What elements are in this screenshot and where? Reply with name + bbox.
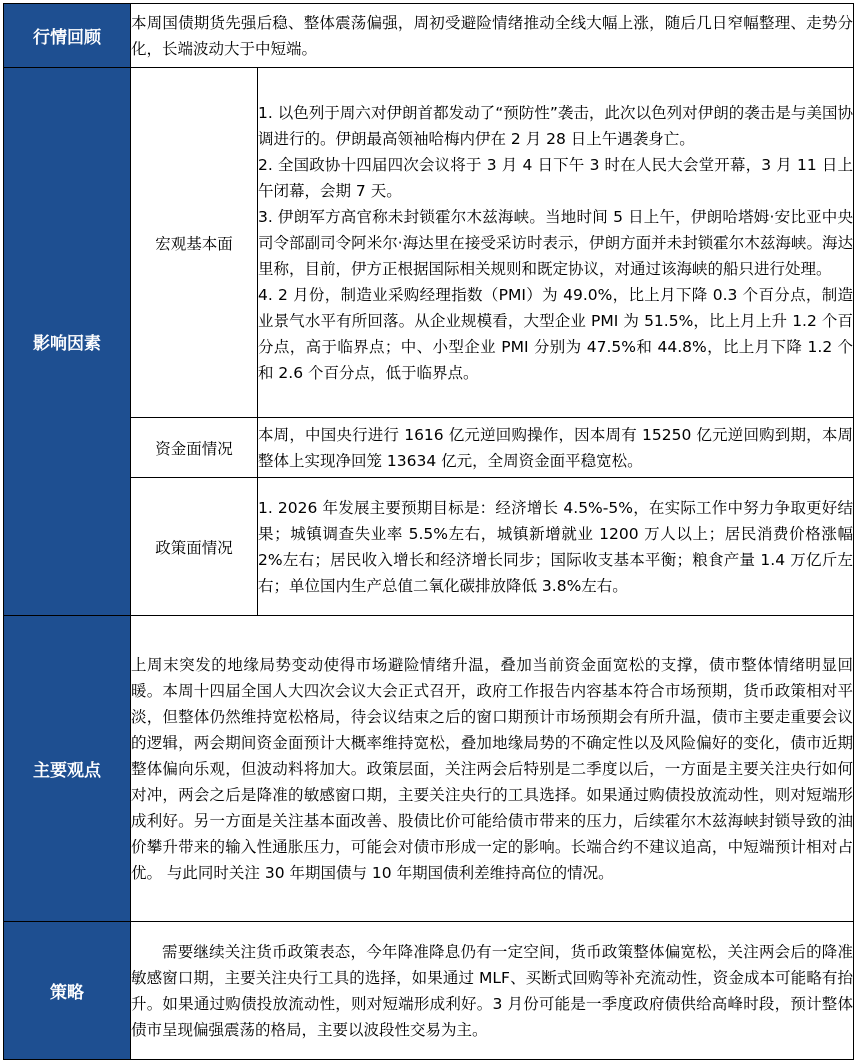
policy-row — [4, 478, 854, 616]
liquidity-row — [4, 418, 854, 478]
macro-item-2: 2. 全国政协十四届四次会议将于 3 月 4 日下午 3 时在人民大会堂开幕，3 月 11 日上午闭幕，会期 7 天。 — [258, 155, 854, 200]
macro-row — [4, 68, 854, 418]
macro-label: 宏观基本面 — [131, 68, 258, 418]
strategy-text — [131, 922, 854, 1060]
market-review-label: 行情回顾 — [4, 4, 131, 68]
main-view-text: 上周末突发的地缘局势变动使得市场避险情绪升温，叠加当前资金面宽松的支撑，债市整体情绪明显回暖。本周十四届全国人大四次会议大会正式召开，政府工作报告内容基本符合市场预期，货币政策相对平淡，但整体仍然维持宽松格局，待会议结束之后的窗口期预计市场预期会有所升温，债市主要走重要会议的逻辑，两会期间资金面预计大概率维持宽松，叠加地缘局势的不确定性以及风险偏好的变化，债市近期整体偏向乐观，但波动料将加大。政策层面，关注两会后特别是二季度以后，一方面是主要关注央行如何对冲，两会之后是降准的敏感窗口期，主要关注央行的工具选择。如果通过购债投放流动性，则对短端形成利好。另一方面是关注基本面改善、股债比价可能给债市带来的压力，后续霍尔木兹海峡封锁导致的油价攀升带来的输入性通胀压力，可能会对债市形成一定的影响。长端合约不建议追高，中短端预计相对占优。 与此同时关注 30 年期国债与 10 年期国债利差维持高位的情况。 — [131, 616, 854, 922]
liquidity-text: 本周，中国央行进行 1616 亿元逆回购操作，因本周有 15250 亿元逆回购到期，本周整体上实现净回笼 13634 亿元，全周资金面平稳宽松。 — [258, 418, 854, 478]
liquidity-label: 资金面情况 — [131, 418, 258, 478]
report-table — [3, 3, 854, 1060]
strategy-row — [4, 922, 854, 1060]
macro-item-4: 4. 2 月份，制造业采购经理指数（PMI）为 49.0%，比上月下降 0.3 个百分点，制造业景气水平有所回落。从企业规模看，大型企业 PMI 为 51.5%，比上月上升 1.2 个百分点，高于临界点；中、小型企业 PMI 分别为 47.5%和 44.8%，比上月下降 1.2 个和 2.6 个百分点，低于临界点。 — [258, 285, 854, 382]
macro-item-1: 1. 以色列于周六对伊朗首都发动了“预防性”袭击，此次以色列对伊朗的袭击是与美国协调进行的。伊朗最高领袖哈梅内伊在 2 月 28 日上午遇袭身亡。 — [258, 103, 854, 148]
policy-text: 1. 2026 年发展主要预期目标是：经济增长 4.5%-5%，在实际工作中努力争取更好结果；城镇调查失业率 5.5%左右，城镇新增就业 1200 万人以上；居民消费价格涨幅 2%左右；居民收入增长和经济增长同步；国际收支基本平衡；粮食产量 1.4 万亿斤左右；单位国内生产总值二氧化碳排放降低 3.8%左右。 — [258, 478, 854, 616]
macro-item-3: 3. 伊朗军方高官称未封锁霍尔木兹海峡。当地时间 5 日上午，伊朗哈塔姆·安比亚中央司令部副司令阿米尔·海达里在接受采访时表示，伊朗方面并未封锁霍尔木兹海峡。海达里称，目前，伊方正根据国际相关规则和既定协议，对通过该海峡的船只进行处理。 — [258, 207, 854, 278]
main-view-row — [4, 616, 854, 922]
main-view-label: 主要观点 — [4, 616, 131, 922]
market-review-row — [4, 4, 854, 68]
policy-label: 政策面情况 — [131, 478, 258, 616]
factors-label: 影响因素 — [4, 68, 131, 616]
macro-text — [258, 68, 854, 418]
strategy-label: 策略 — [4, 922, 131, 1060]
strategy-paragraph: 需要继续关注货币政策表态，今年降准降息仍有一定空间，货币政策整体偏宽松，关注两会后的降准敏感窗口期，主要关注央行工具的选择，如果通过 MLF、买断式回购等补充流动性，资金成本可能略有抬升。如果通过购债投放流动性，则对短端形成利好。3 月份可能是一季度政府债供给高峰时段，预计整体债市呈现偏强震荡的格局，主要以波段性交易为主。 — [131, 942, 854, 1039]
market-review-text: 本周国债期货先强后稳、整体震荡偏强，周初受避险情绪推动全线大幅上涨，随后几日窄幅整理、走势分化，长端波动大于中短端。 — [131, 4, 854, 68]
